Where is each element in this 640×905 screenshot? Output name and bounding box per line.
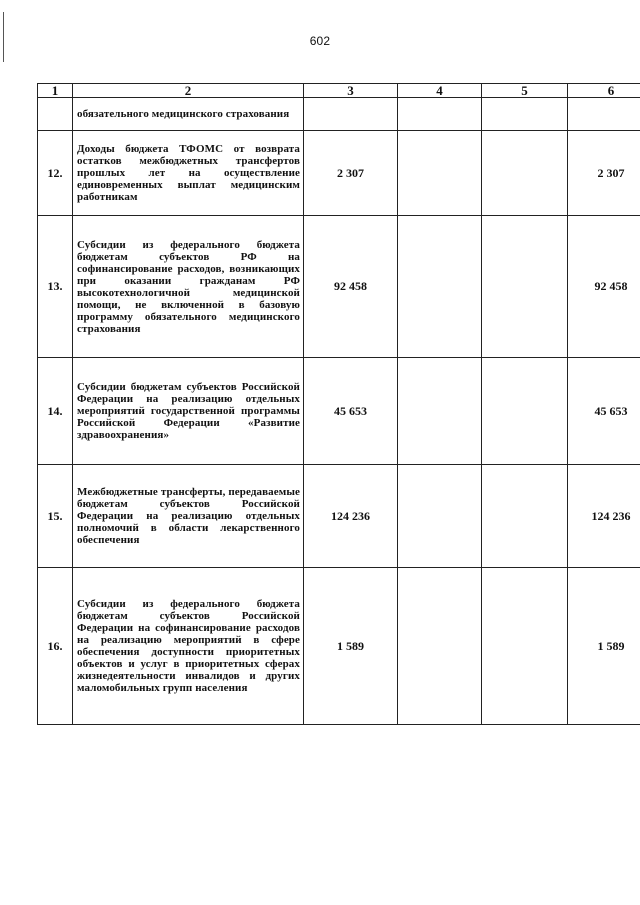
value-col4 [398,98,482,131]
value-col5 [482,216,568,358]
row-description: Доходы бюджета ТФОМС от возврата остатков межбюджетных трансфертов прошлых лет на осуществление единовременных выплат медицинским работникам [73,131,304,216]
table-row [38,358,640,465]
table-row [38,98,640,131]
row-description: Субсидии бюджетам субъектов Российской Федерации на реализацию отдельных мероприятий государственной программы Российской Федерации «Развитие здравоохранения» [73,358,304,465]
value-col5 [482,465,568,568]
value-col4 [398,465,482,568]
column-header: 1 [38,84,73,98]
value-col5 [482,131,568,216]
value-col3: 2 307 [304,131,398,216]
value-col4 [398,358,482,465]
value-col5 [482,98,568,131]
row-description: обязательного медицинского страхования [73,98,304,131]
value-col5 [482,358,568,465]
row-number [38,98,73,131]
row-description: Субсидии из федерального бюджета бюджетам субъектов РФ на софинансирование расходов, возникающих при оказании гражданам РФ высокотехнологичной медицинской помощи, не включенной в базовую программу обязательного медицинского страхования [73,216,304,358]
scan-edge-mark [3,12,4,62]
value-col4 [398,568,482,725]
row-number: 14. [38,358,73,465]
row-number: 13. [38,216,73,358]
value-col4 [398,216,482,358]
column-header: 3 [304,84,398,98]
row-number: 16. [38,568,73,725]
table-row [38,216,640,358]
page-number: 602 [309,34,331,48]
row-description: Субсидии из федерального бюджета бюджетам субъектов Российской Федерации на софинансирование расходов на реализацию мероприятий в сфере обеспечения доступности приоритетных объектов и услуг в приоритетных сферах жизнедеятельности инвалидов и других маломобильных групп населения [73,568,304,725]
column-header: 5 [482,84,568,98]
value-col6: 45 653 [568,358,640,465]
header-row [38,84,640,98]
value-col3: 1 589 [304,568,398,725]
row-number: 12. [38,131,73,216]
table-row [38,131,640,216]
table-row [38,465,640,568]
column-header: 2 [73,84,304,98]
value-col6 [568,98,640,131]
value-col4 [398,131,482,216]
value-col6: 124 236 [568,465,640,568]
value-col3 [304,98,398,131]
value-col6: 92 458 [568,216,640,358]
value-col6: 2 307 [568,131,640,216]
value-col3: 92 458 [304,216,398,358]
row-number: 15. [38,465,73,568]
value-col3: 124 236 [304,465,398,568]
column-header: 4 [398,84,482,98]
value-col5 [482,568,568,725]
value-col6: 1 589 [568,568,640,725]
column-header: 6 [568,84,640,98]
budget-table [37,83,640,725]
value-col3: 45 653 [304,358,398,465]
row-description: Межбюджетные трансферты, передаваемые бюджетам субъектов Российской Федерации на реализацию отдельных полномочий в области лекарственного обеспечения [73,465,304,568]
table-row [38,568,640,725]
